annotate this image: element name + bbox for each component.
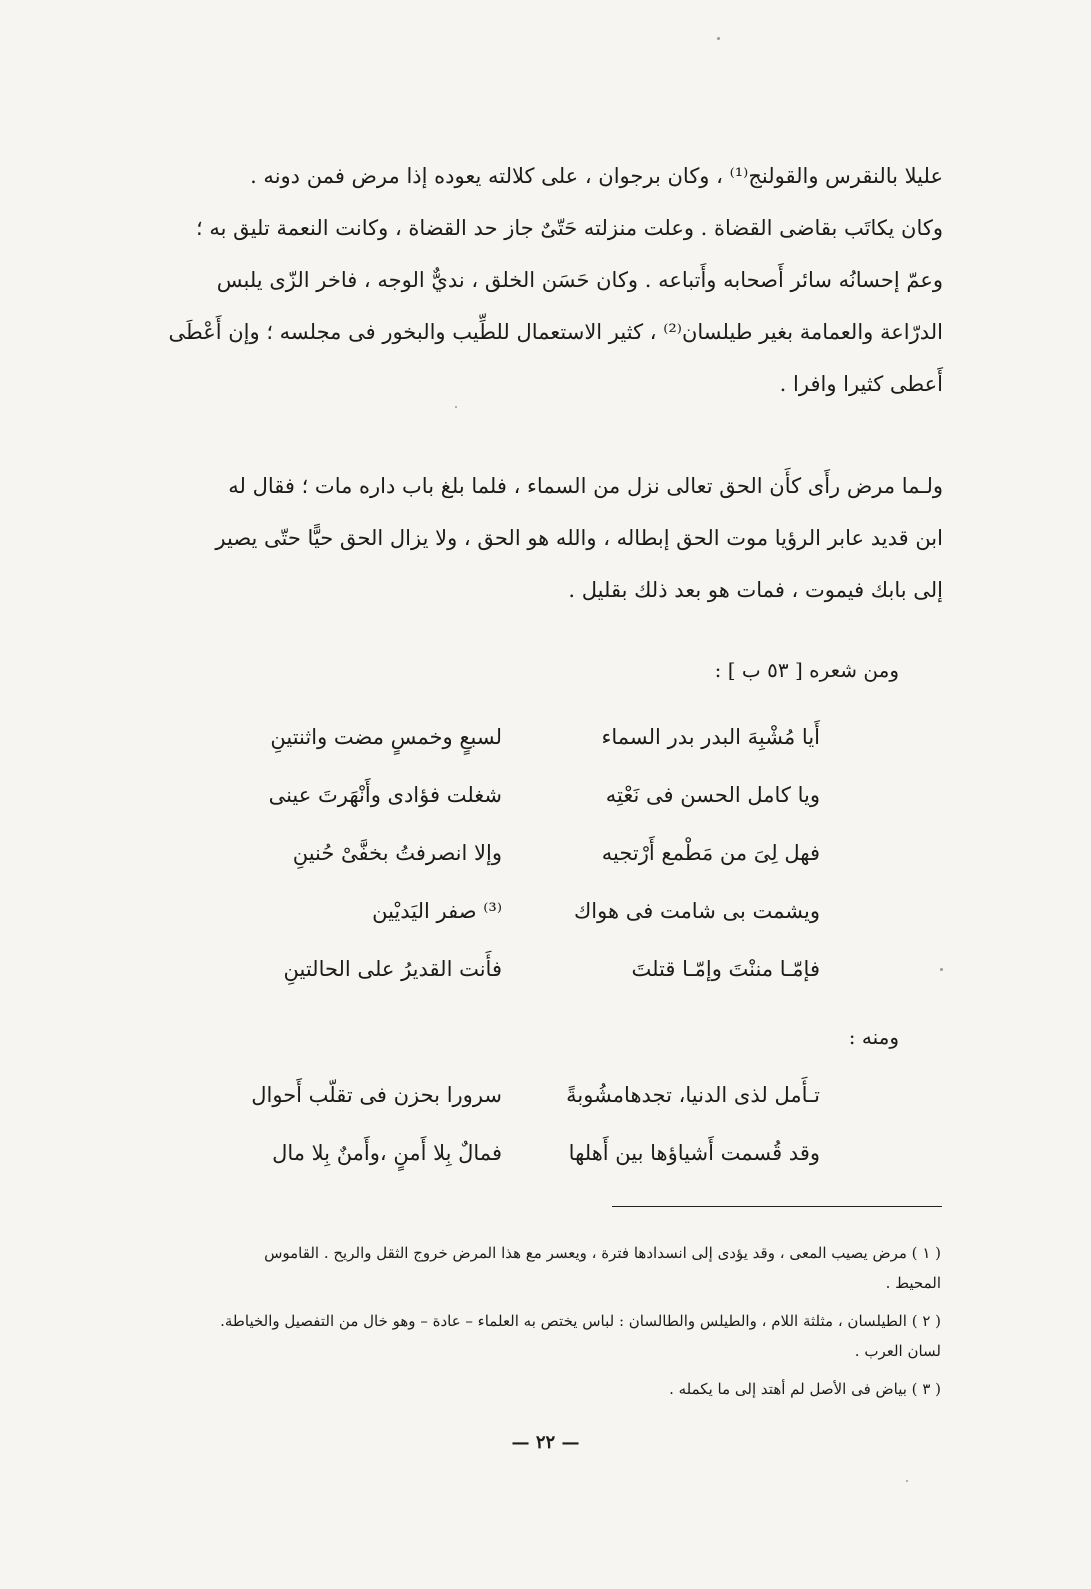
paragraph-1 — [123, 150, 943, 410]
footnotes — [123, 1238, 941, 1412]
footnote-line: لسان العرب . — [854, 1342, 941, 1360]
footnote-separator — [612, 1206, 942, 1207]
footnote-3 — [123, 1374, 941, 1404]
page-number: — ٢٢ — — [511, 1432, 580, 1453]
paragraph-line: ولـما مرض رأَى كأَن الحق تعالى نزل من السماء ، فلما بلغ باب داره مات ؛ فقال له — [228, 474, 943, 498]
verse-first-hemistich: وقد قُسمت أَشياؤها بين أَهلها — [568, 1141, 820, 1165]
verse-first-hemistich: تـأَمل لذى الدنيا، تجدهامشُوبةً — [566, 1083, 820, 1107]
print-speck — [717, 37, 720, 40]
poem-verse — [220, 722, 820, 780]
footnote-line: ( ١ ) مرض يصيب المعى ، وقد يؤدى إلى انسدادها فترة ، ويعسر مع هذا المرض خروج الثقل والريح . القاموس — [264, 1244, 941, 1262]
paragraph-line: أَعطى كثيرا وافرا . — [779, 372, 943, 396]
print-speck — [940, 968, 943, 971]
paragraph-line: وكان يكاتَب بقاضى القضاة . وعلت منزلته حَتّىٌ جاز حد القضاة ، وكانت النعمة تليق به ؛ — [196, 216, 943, 240]
verse-second-hemistich: سرورا بحزن فى تقلّب أَحوال — [251, 1083, 502, 1107]
verse-second-hemistich: فمالٌ بِلا أَمنٍ ،وأَمنٌ بِلا مال — [272, 1141, 502, 1165]
verse-first-hemistich: أَيا مُشْبِهَ البدر بدر السماء — [601, 725, 820, 749]
poem-verse — [220, 780, 820, 838]
footnote-1 — [123, 1238, 941, 1298]
footnote-line: ( ٢ ) الطيلسان ، مثلثة اللام ، والطيلس والطالسان : لباس يختص به العلماء – عادة – وهو خال من التفصيل والخياطة. — [220, 1312, 941, 1330]
paragraph-line: عليلا بالنقرس والقولنج⁽¹⁾ ، وكان برجوان ، على كلالته يعوده إذا مرض فمن دونه . — [250, 164, 943, 188]
paragraph-line: إلى بابك فيموت ، فمات هو بعد ذلك بقليل . — [568, 578, 943, 602]
verse-first-hemistich: فهل لِىَ من مَطْمع أَرْتجيه — [601, 841, 820, 865]
verse-second-hemistich: ⁽³⁾ صفر اليَديْين — [372, 899, 502, 923]
verse-second-hemistich: وإلا انصرفتُ بخفَّىْ حُنينِ — [292, 841, 502, 865]
poem-1-intro: ومن شعره [ ٥٣ ب ] : — [714, 658, 899, 682]
verse-second-hemistich: فأَنت القديرُ على الحالتينِ — [283, 957, 502, 981]
verse-first-hemistich: ويشمت بى شامت فى هواك — [573, 899, 820, 923]
paragraph-line: الدرّاعة والعمامة بغير طيلسان⁽²⁾ ، كثير الاستعمال للطِّيب والبخور فى مجلسه ؛ وإن أَعْطَى — [168, 320, 943, 344]
poem-1 — [220, 722, 820, 1012]
footnote-line: المحيط . — [885, 1274, 941, 1292]
print-speck — [906, 1480, 908, 1482]
paragraph-line: ابن قديد عابر الرؤيا موت الحق إبطاله ، والله هو الحق ، ولا يزال الحق حيًّا حتّى يصير — [215, 526, 943, 550]
paragraph-line: وعمّ إحسانُه سائر أَصحابه وأَتباعه . وكان حَسَن الخلق ، نديٌّ الوجه ، فاخر الزّى يلبس — [216, 268, 943, 292]
verse-second-hemistich: شغلت فؤادى وأَنْهَرتَ عينى — [268, 783, 502, 807]
verse-first-hemistich: فإمّـا مننْتَ وإمّـا قتلتَ — [631, 957, 820, 981]
poem-2-intro: ومنه : — [848, 1025, 899, 1049]
footnote-2 — [123, 1306, 941, 1366]
poem-2 — [220, 1080, 820, 1196]
poem-verse — [220, 896, 820, 954]
footnote-line: ( ٣ ) بياض فى الأصل لم أهتد إلى ما يكمله . — [669, 1380, 941, 1398]
verse-first-hemistich: ويا كامل الحسن فى نَعْتِه — [605, 783, 820, 807]
poem-verse — [220, 954, 820, 1012]
poem-verse — [220, 1080, 820, 1138]
paragraph-2 — [123, 460, 943, 616]
poem-verse — [220, 1138, 820, 1196]
verse-second-hemistich: لسبعٍ وخمسٍ مضت واثنتينِ — [270, 725, 502, 749]
poem-verse — [220, 838, 820, 896]
